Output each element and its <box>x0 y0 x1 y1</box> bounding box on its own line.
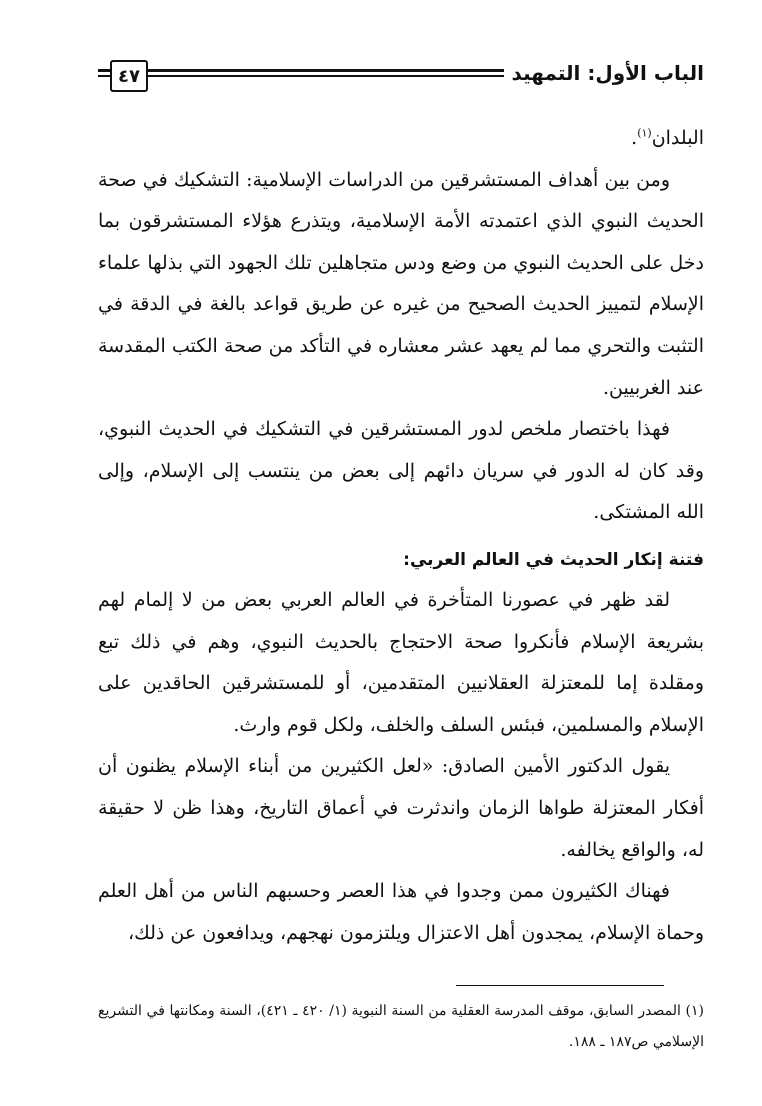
footnotes <box>98 996 704 1058</box>
opening-line <box>98 118 704 160</box>
footnote-separator <box>456 985 664 986</box>
chapter-title: الباب الأول: التمهيد <box>504 56 704 90</box>
paragraph: فهناك الكثيرون ممن وجدوا في هذا العصر وحسبهم الناس من أهل العلم وحماة الإسلام، يمجدون أهل الاعتزال ويلتزمون نهجهم، ويدافعون عن ذلك، <box>98 880 704 944</box>
paragraph: يقول الدكتور الأمين الصادق: «لعل الكثيرين من أبناء الإسلام يظنون أن أفكار المعتزلة طواها الزمان واندثرت في أعماق التاريخ، وهذا ظن لا حقيقة له، والواقع يخالفه. <box>98 755 704 861</box>
paragraph: ومن بين أهداف المستشرقين من الدراسات الإسلامية: التشكيك في صحة الحديث النبوي الذي اعتمدته الأمة الإسلامية، ويتذرع هؤلاء المستشرقون بما دخل على الحديث النبوي من وضع ودس متجاهلين تلك الجهود التي بذلها علماء الإسلام لتمييز الحديث الصحيح من غيره عن طريق قواعد بالغة في الدقة في التثبت والتحري مما لم يعهد عشر معشاره في التأكد من صحة الكتب المقدسة عند الغربيين. <box>98 168 704 399</box>
main-text <box>98 118 704 954</box>
opening-word: البلدان <box>651 127 704 149</box>
opening-period: . <box>631 127 638 149</box>
paragraph: لقد ظهر في عصورنا المتأخرة في العالم العربي بعض من لا إلمام لهم بشريعة الإسلام فأنكروا صحة الاحتجاج بالحديث النبوي، وهم في ذلك تبع ومقلدة إما للمعتزلة العقلانيين المتقدمين، أو للمستشرقين الحاقدين على الإسلام والمسلمين، فبئس السلف والخلف، ولكل قوم وارث. <box>98 588 704 736</box>
footnote: (١) المصدر السابق، موقف المدرسة العقلية من السنة النبوية (١/ ٤٢٠ ـ ٤٢١)، السنة ومكانتها في التشريع الإسلامي ص١٨٧ ـ ١٨٨. <box>98 1003 704 1050</box>
header-rule <box>98 69 554 72</box>
section-heading: فتنة إنكار الحديث في العالم العربي: <box>403 549 704 570</box>
paragraph: فهذا باختصار ملخص لدور المستشرقين في التشكيك في الحديث النبوي، وقد كان له الدور في سريان دائهم إلى بعض من ينتسب إلى الإسلام، وإلى الله المشتكى. <box>98 418 704 524</box>
header-rule-thin <box>98 75 554 77</box>
footnote-marker: (١) <box>637 126 652 140</box>
running-header <box>98 56 704 96</box>
page-number: ٤٧ <box>110 60 148 92</box>
